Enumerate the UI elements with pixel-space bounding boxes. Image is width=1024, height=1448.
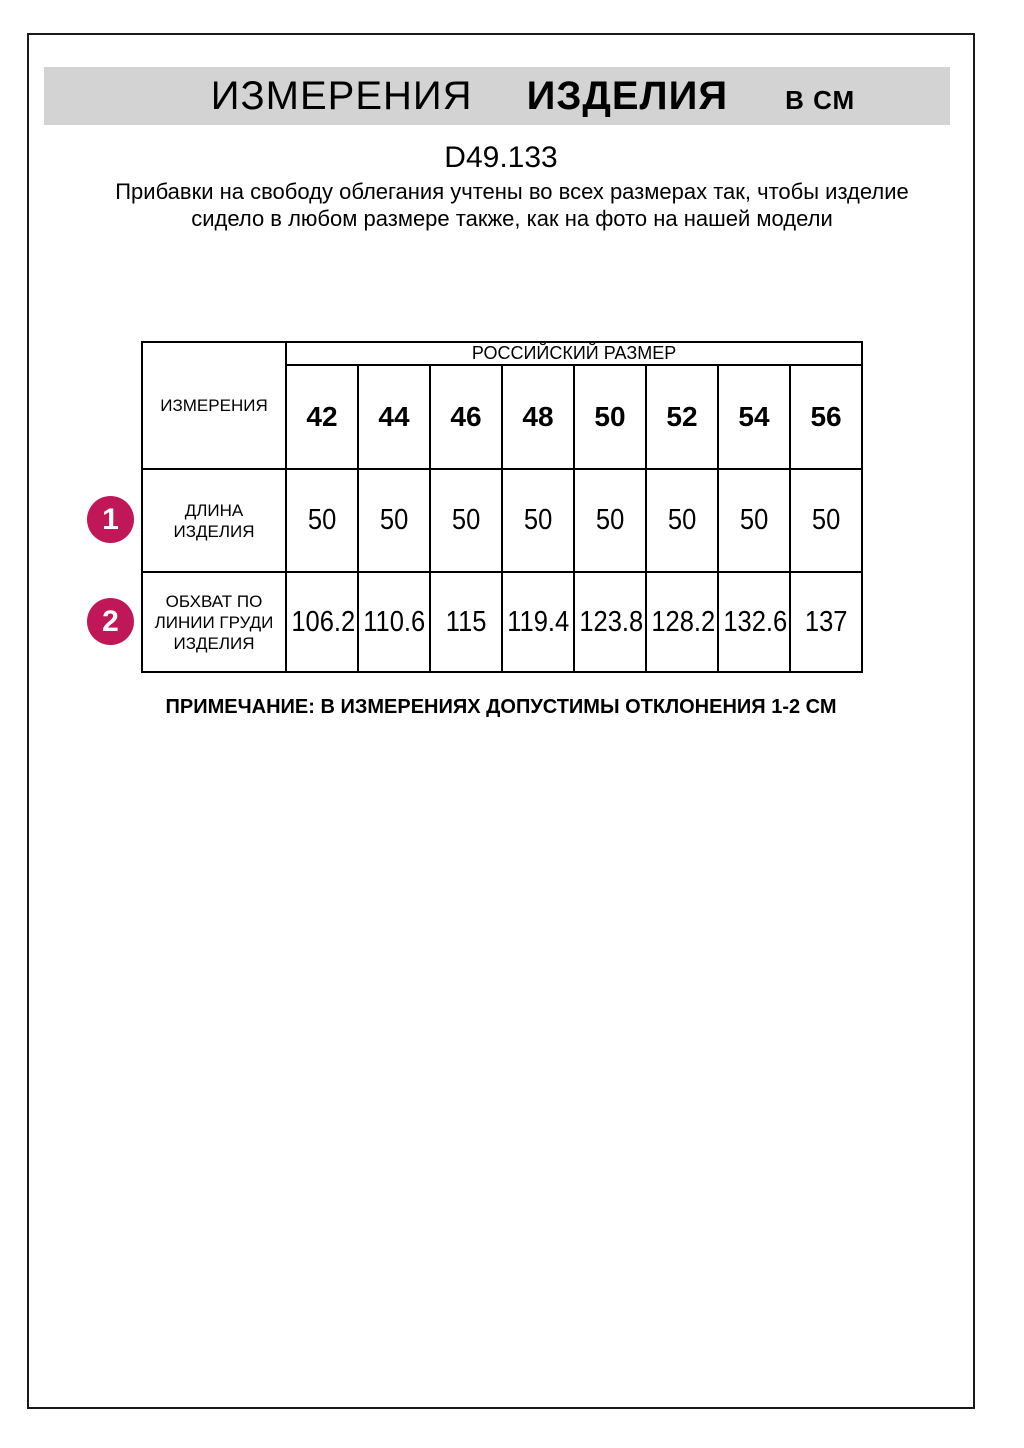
value-cell: 50 — [574, 469, 646, 572]
value-cell: 128.2 — [646, 572, 718, 672]
size-header-cell: 44 — [358, 365, 430, 469]
value-cell: 123.8 — [574, 572, 646, 672]
size-header-cell: 52 — [646, 365, 718, 469]
size-header-cell: 48 — [502, 365, 574, 469]
size-header-cell: 50 — [574, 365, 646, 469]
value-cell: 119.4 — [502, 572, 574, 672]
value-cell: 110.6 — [358, 572, 430, 672]
value-cell: 115 — [430, 572, 502, 672]
row-label-cell: ОБХВАТ ПО ЛИНИИ ГРУДИ ИЗДЕЛИЯ — [142, 572, 286, 672]
value-cell: 50 — [286, 469, 358, 572]
title-word-measurements: ИЗМЕРЕНИЯ — [210, 74, 473, 118]
size-header-cell: 46 — [430, 365, 502, 469]
measurements-column-header: ИЗМЕРЕНИЯ — [142, 342, 286, 469]
value-cell: 50 — [646, 469, 718, 572]
page-border-frame — [27, 33, 975, 1409]
size-header-cell: 56 — [790, 365, 862, 469]
title-word-product: ИЗДЕЛИЯ — [526, 74, 729, 118]
row-label-cell: ДЛИНА ИЗДЕЛИЯ — [142, 469, 286, 572]
row-number-badge-2: 2 — [87, 598, 134, 645]
size-table — [141, 341, 863, 673]
value-cell: 50 — [358, 469, 430, 572]
table-row-length — [142, 469, 862, 572]
value-cell: 137 — [790, 572, 862, 672]
value-cell: 50 — [790, 469, 862, 572]
value-cell: 50 — [430, 469, 502, 572]
page-header-bar — [44, 67, 950, 125]
fit-description: Прибавки на свободу облегания учтены во всех размерах так, чтобы изделие сидело в любом размере также, как на фото на нашей модели — [115, 179, 909, 231]
value-cell: 106.2 — [286, 572, 358, 672]
page-title — [211, 67, 855, 129]
size-header-cell: 54 — [718, 365, 790, 469]
size-header-cell: 42 — [286, 365, 358, 469]
russian-size-group-header: РОССИЙСКИЙ РАЗМЕР — [286, 342, 862, 365]
value-cell: 132.6 — [718, 572, 790, 672]
value-cell: 50 — [502, 469, 574, 572]
value-cell: 50 — [718, 469, 790, 572]
product-code: D49.133 — [444, 141, 558, 174]
row-number-badge-1: 1 — [87, 496, 134, 543]
title-unit-label: В СМ — [785, 85, 856, 115]
table-row-chest — [142, 572, 862, 672]
tolerance-note: ПРИМЕЧАНИЕ: В ИЗМЕРЕНИЯХ ДОПУСТИМЫ ОТКЛОНЕНИЯ 1-2 СМ — [165, 696, 837, 718]
